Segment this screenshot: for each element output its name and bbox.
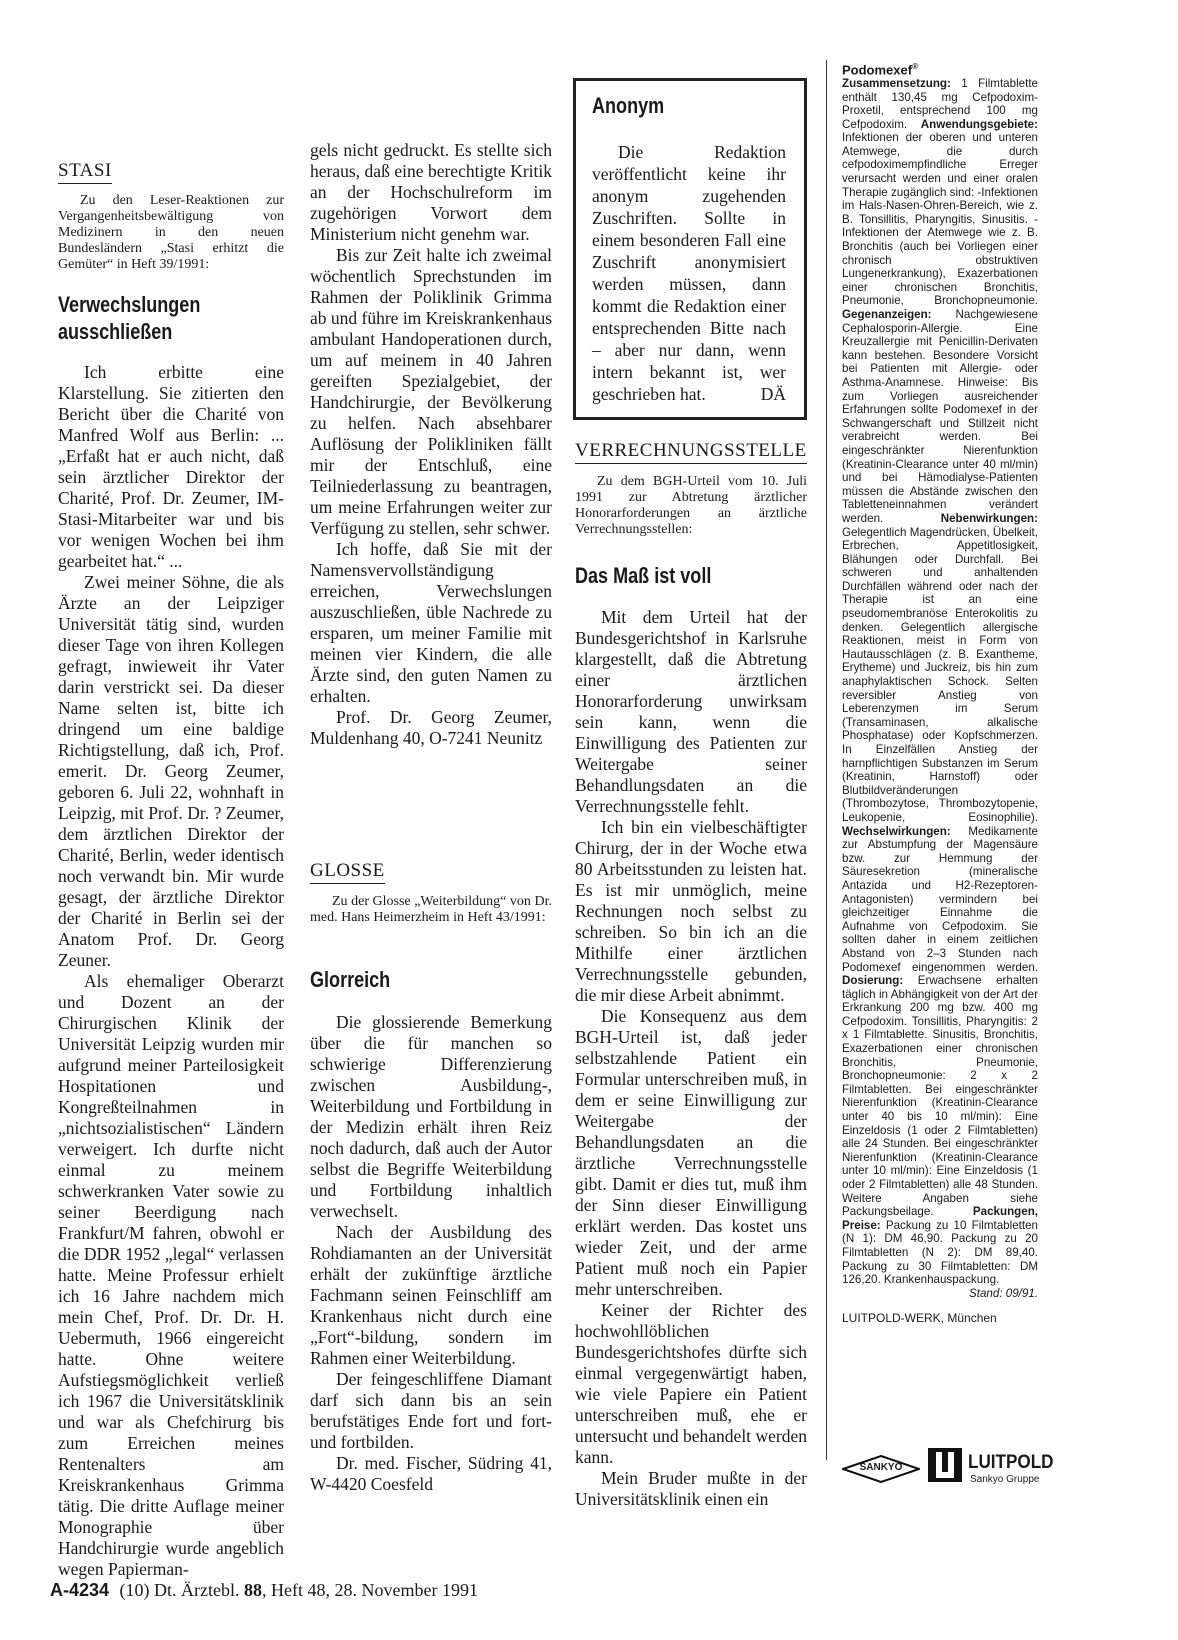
body-stasi: [58, 362, 284, 1580]
luitpold-logo-mark: [928, 1448, 962, 1482]
paragraph: Ich erbitte eine Klarstellung. Sie zitierten den Bericht über die Charité von Manfred Wolf aus Berlin: ... „Erfaßt hat er auch nicht, daß sein ärztlicher Direktor der Charité, Prof. Dr. Zeumer, IM-Stasi-Mitarbeiter war und bis vor wenigen Wochen bei ihm gearbeitet hat.“ ...: [58, 362, 284, 571]
headline-verrechnung: Das Maß ist voll: [575, 563, 712, 588]
body-stasi-cont: [310, 140, 552, 749]
paragraph: gels nicht gedruckt. Es stellte sich heraus, daß eine berechtigte Kritik an der Hochschulreform im zugehörigen Vorwort dem Ministerium nicht genehm war.: [310, 140, 552, 244]
headline-stasi: [58, 291, 200, 345]
paragraph: Keiner der Richter des hochwohllöblichen Bundesgerichtshofes dürfte sich einmal vergegenwärtigt haben, wie viele Papiere ein Patient unterschreiben muß, ehe er untersucht und behandelt werden kann.: [575, 1300, 807, 1467]
paragraph: Zwei meiner Söhne, die als Ärzte an der Leipziger Universität tätig sind, wurden dieser Tage von ihren Kollegen gefragt, inwieweit ihr Vater darin verstrickt sei. Da dieser Name selten ist, bitte ich dringend um eine baldige Richtigstellung, daß ich, Prof. emerit. Dr. Georg Zeumer, geboren 6. Juli 22, wohnhaft in Leipzig, mit Prof. Dr. ? Zeumer, dem ärztlichen Direktor der Charité, Berlin, weder identisch noch verwandt bin. Mir wurde gesagt, der ärztliche Direktor der Charité in Berlin sei der Anatom Prof. Dr. Georg Zeuner.: [58, 572, 284, 970]
rx-company: LUITPOLD-WERK, München: [842, 1311, 997, 1326]
luitpold-logo-sub: Sankyo Gruppe: [970, 1474, 1040, 1485]
paragraph: Nach der Ausbildung des Rohdiamanten an der Universität erhält der zukünftige ärztliche Fachmann seinen Feinschliff am Krankenhaus nicht durch eine „Fort“-bildung, sondern im Rahmen einer Weiterbildung.: [310, 1222, 552, 1368]
box-text: Die Redaktion veröffentlicht keine ihr anonym zugehenden Zuschriften. Sollte in einem besonderen Fall eine Zuschrift anonymisiert werden müssen, dann kommt die Redaktion einer entsprechenden Bitte nach – aber nur dann, wenn intern bekannt ist, wer geschrieben hat. DÄ: [592, 142, 786, 404]
issue-date: , Heft 48, 28. November 1991: [262, 1580, 478, 1600]
signature: Dr. med. Fischer, Südring 41, W-4420 Coesfeld: [310, 1453, 552, 1494]
paragraph: Die Konsequenz aus dem BGH-Urteil ist, daß jeder selbstzahlende Patient ein Formular unterschreiben muß, in dem er seine Einwilligung zur Weitergabe der Behandlungsdaten an die ärztliche Verrechnungsstelle gibt. Damit er dies tut, muß ihm der Sinn dieser Einwilligung erklärt werden. Das kostet uns wieder Zeit, und der arme Patient muß noch ein Papier mehr unterschreiben.: [575, 1006, 807, 1299]
volume: 88: [244, 1580, 263, 1600]
headline-line-2: ausschließen: [58, 319, 173, 344]
paragraph: Die glossierende Bemerkung über die für manchen so schwierige Differenzierung zwischen Ausbildung-, Weiterbildung und Fortbildung in der Medizin erhält ihren Reiz noch dadurch, daß auch der Autor selbst die Begriffe Weiterbildung und Fortbildung inhaltlich verwechselt.: [310, 1012, 552, 1221]
column-divider: [826, 60, 827, 1460]
page-number: A-4234: [50, 1580, 110, 1600]
section-label-verrechnung: VERRECHNUNGSSTELLE: [575, 440, 807, 464]
section-label-glosse: GLOSSE: [310, 860, 385, 884]
paragraph: Ich bin ein vielbeschäftigter Chirurg, der in der Woche etwa 80 Arbeitsstunden zu leisten hat. Es ist mir unmöglich, meine Rechnungen noch selbst zu schreiben. So bin ich an die Mithilfe einer ärztlichen Verrechnungsstelle gebunden, die mir diese Arbeit abnimmt.: [575, 817, 807, 1005]
signature: Prof. Dr. Georg Zeumer, Muldenhang 40, O-7241 Neunitz: [310, 707, 552, 748]
body-glosse: [310, 1012, 552, 1495]
body-verrechnung: [575, 607, 807, 1510]
luitpold-logo-text: LUITPOLD: [968, 1452, 1054, 1473]
headline-glosse: Glorreich: [310, 967, 391, 992]
intro-stasi: Zu den Leser-Reaktionen zur Vergangenheitsbewältigung von Medizinern in den neuen Bundesländern „Stasi erhitzt die Gemüter“ in Heft 39/1991:: [58, 193, 284, 272]
paragraph: Mein Bruder mußte in der Universitätsklinik einen ein: [575, 1468, 807, 1509]
paragraph: Ich hoffe, daß Sie mit der Namensvervollständigung erreichen, Verwechslungen auszuschließen, üble Nachrede zu ersparen, um meiner Familie mit meinen vier Kindern, die alle Ärzte sind, den guten Namen zu erhalten.: [310, 539, 552, 706]
sankyo-logo: [842, 1455, 920, 1483]
rx-product-name: Podomexef®: [842, 62, 918, 78]
anonym-box: [573, 78, 807, 420]
box-title: Anonym: [592, 93, 665, 118]
paragraph: Der feingeschliffene Diamant darf sich dann bis an sein berufstätiges Ende fort und fort- und fortbilden.: [310, 1369, 552, 1452]
paragraph: Mit dem Urteil hat der Bundesgerichtshof in Karlsruhe klargestellt, daß die Abtretung einer ärztlichen Honorarforderung unwirksam sein kann, wenn die Einwilligung des Patienten zur Weitergabe seiner Behandlungsdaten an die Verrechnungsstelle fehlt.: [575, 607, 807, 816]
page-footer: [50, 1580, 478, 1601]
box-sign: DÄ: [760, 384, 786, 404]
rx-panel: Podomexef® Zusammensetzung: 1 Filmtablette enthält 130,45 mg Cefpodoxim-Proxetil, entsprechend 100 mg Cefpodoxim. Anwendungsgebiete: Infektionen der oberen und unteren Atemwege, die durch cefpodoximempfindliche Erreger verursacht werden und einer oralen Therapie zugänglich sind: -Infektionen im Hals-Nasen-Ohren-Bereich, wie z. B. Tonsillitis, Pharyngitis, Sinusitis. -Infektionen der Atemwege wie z. B. Bronchitis (auch bei Vorliegen einer chronisch obstruktiven Lungenerkrankung), Exazerbationen einer chronischen Bronchitis, Pneumonie, Bronchopneumonie. Gegenanzeigen: Nachgewiesene Cephalosporin-Allergie. Eine Kreuzallergie mit Penicillin-Derivaten kann bestehen. Besondere Vorsicht bei Patienten mit Allergie- oder Asthma-Anamnese. Hinweise: Bis zum Vorliegen ausreichender Erfahrungen sollte Podomexef in der Schwangerschaft und Stillzeit nicht verabreicht werden. Bei eingeschränkter Nierenfunktion (Kreatinin-Clearance unter 40 ml/min) und bei Hämodialyse-Patienten müssen die Abstände zwischen den Tabletteneinnahmen verändert werden. Nebenwirkungen: Gelegentlich Magendrücken, Übelkeit, Erbrechen, Appetitlosigkeit, Blähungen oder Durchfall. Bei schweren und anhaltenden Durchfällen während oder nach der Therapie ist an eine pseudomembranöse Enterokolitis zu denken. Gelegentlich allergische Reaktionen, meist in Form von Hautausschlägen (z. B. Exantheme, Erytheme) und Juckreiz, bis hin zum anaphylaktischen Schock. Selten reversibler Anstieg von Leberenzymen im Serum (Transaminasen, alkalische Phosphatase) oder Kopfschmerzen. In Einzelfällen Anstieg der harnpflichtigen Substanzen im Serum (Kreatinin, Harnstoff) oder Blutbildveränderungen (Thrombozytose, Thrombozytopenie, Leukopenie, Eosinophilie). Wechselwirkungen: Medikamente zur Abstumpfung der Magensäure bzw. zur Hemmung der Säuresekretion (mineralische Antazida und H2-Rezeptoren-Antagonisten) vermindern bei gleichzeitiger Einnahme die Aufnahme von Cefpodoxim. Sie sollten daher in einem zeitlichen Abstand von 2–3 Stunden nach Podomexef eingenommen werden. Dosierung: Erwachsene erhalten täglich in Abhängigkeit von der Art der Erkrankung 200 mg bzw. 400 mg Cefpodoxim. Tonsillitis, Pharyngitis: 2 x 1 Filmtablette. Sinusitis, Bronchitis, Exazerbationen einer chronischen Bronchitis, Pneumonie, Bronchopneumonie: 2 x 2 Filmtabletten. Bei eingeschränkter Nierenfunktion (Kreatinin-Clearance unter 40 bis 10 ml/min): Eine Einzeldosis (1 oder 2 Filmtabletten) alle 24 Stunden. Bei eingeschränkter Nierenfunktion (Kreatinin-Clearance unter 10 ml/min): Eine Einzeldosis (1 oder 2 Filmtabletten) alle 48 Stunden. Weitere Angaben siehe Packungsbeilage. Packungen, Preise: Packung zu 10 Filmtabletten (N 1): DM 46,90. Packung zu 20 Filmtabletten (N 2): DM 89,40. Packung zu 30 Filmtabletten: DM 126,20. Krankenhauspackung. Stand: 09/91. LUITPOLD-WERK, München: [842, 62, 1038, 1326]
paragraph: Bis zur Zeit halte ich zweimal wöchentlich Sprechstunden im Rahmen der Poliklinik Grimma ab und führe im Kreiskrankenhaus ambulant Handoperationen durch, um auf meinem in 40 Jahren gereiften Spezialgebiet, der Handchirurgie, der Bevölkerung zu helfen. Nach absehbarer Auflösung der Polikliniken fällt mir der Entschluß, eine Teilniederlassung zu beantragen, um meine Erfahrungen weiter zur Verfügung zu stellen, sehr schwer.: [310, 245, 553, 538]
section-label-stasi: STASI: [58, 160, 112, 184]
journal-name: (10) Dt. Ärztebl.: [119, 1580, 240, 1600]
rx-stand: Stand: 09/91.: [969, 1286, 1038, 1300]
paragraph: Als ehemaliger Oberarzt und Dozent an der Chirurgischen Klinik der Universität Leipzig wurden mir aufgrund meiner Parteilosigkeit Hospitationen und Kongreßteilnahmen in „nichtsozialistischen“ Ländern verweigert. Ich durfte nicht einmal zu meinem schwerkranken Vater sowie zu seiner Beerdigung nach Frankfurt/M fahren, obwohl er die DDR 1952 „legal“ verlassen hatte. Meine Professur erhielt ich 16 Jahre nachdem mich mein Chef, Prof. Dr. Dr. H. Uebermuth, 1966 eingereicht hatte. Ohne weitere Aufstiegsmöglichkeit verließ ich 1967 die Universitätsklinik und war als Chefchirurg bis zum Erreichen meines Rentenalters am Kreiskrankenhaus Grimma tätig. Die dritte Auflage meiner Monographie über Handchirurgie wurde angeblich wegen Papierman-: [58, 971, 284, 1579]
headline-line-1: Verwechslungen: [58, 292, 201, 317]
sankyo-logo-text: SANKYO: [859, 1462, 903, 1473]
intro-glosse: Zu der Glosse „Weiterbildung“ von Dr. med. Hans Heimerzheim in Heft 43/1991:: [310, 894, 552, 925]
intro-verrechnung: Zu dem BGH-Urteil vom 10. Juli 1991 zur Abtretung ärztlicher Honorarforderungen an ärztliche Verrechnungsstellen:: [575, 474, 807, 537]
